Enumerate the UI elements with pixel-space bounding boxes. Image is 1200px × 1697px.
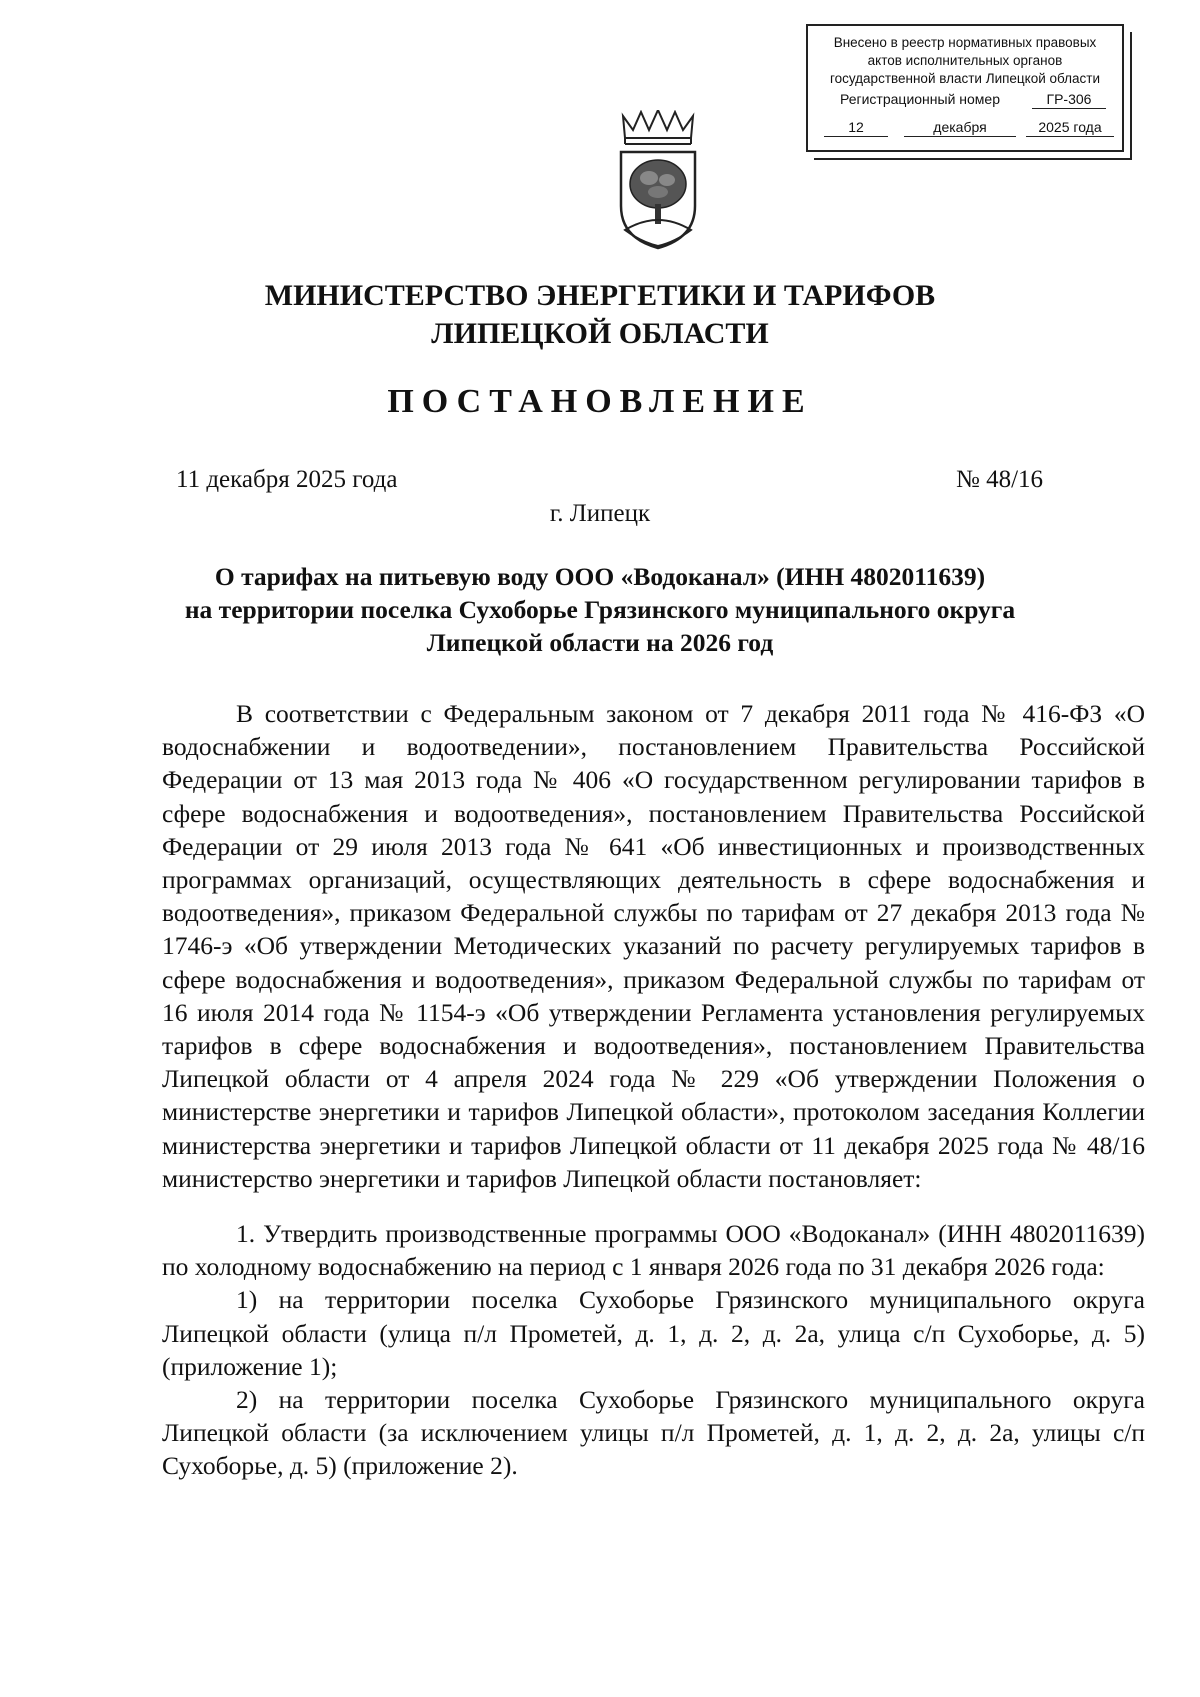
stamp-line-2: актов исполнительных органов [867,53,1063,68]
item-1-2-paragraph: 2) на территории поселка Сухоборье Грязинского муниципального округа Липецкой области (за исключением улицы п/л Прометей, д. 1, д. 2, д. 2а, улицы с/п Сухоборье, д. 5) (приложение 2). [162,1385,1145,1481]
subject-line-2: на территории поселка Сухоборье Грязинского муниципального округа [184,595,1016,624]
preamble-paragraph: В соответствии с Федеральным законом от 7 декабря 2011 года № 416-ФЗ «О водоснабжении и водоотведении», постановлением Правительства Российской Федерации от 13 мая 2013 года № 406 «О государственном регулировании тарифов в сфере водоснабжения и водоотведения», постановлением Правительства Российской Федерации от 29 июля 2013 года № 641 «Об инвестиционных и производственных программах организаций, осуществляющих деятельность в сфере водоснабжения и водоотведения», приказом Федеральной службы по тарифам от 27 декабря 2013 года № 1746-э «Об утверждении Методических указаний по расчету регулируемых тарифов в сфере водоснабжения и водоотведения», приказом Федеральной службы по тарифам от 16 июля 2014 года № 1154-э «Об утверждении Регламента установления регулируемых тарифов в сфере водоснабжения и водоотведения», постановлением Правительства Липецкой области от 4 апреля 2024 года № 229 «Об утверждении Положения о министерстве энергетики и тарифов Липецкой области», протоколом заседания Коллегии министерства энергетики и тарифов Липецкой области от 11 декабря 2025 года № 48/16 министерство энергетики и тарифов Липецкой области постановляет: [162,699,1145,1193]
stamp-month: декабря [904,118,1016,137]
registry-stamp [806,24,1124,152]
stamp-reg-number: ГР-306 [1032,90,1106,109]
item-1-paragraph: 1. Утвердить производственные программы ООО «Водоканал» (ИНН 4802011639) по холодному водоснабжению на период с 1 января 2026 года по 31 декабря 2026 года: [162,1219,1145,1282]
stamp-reg-label: Регистрационный номер [840,91,1000,107]
stamp-line-3: государственной власти Липецкой области [829,71,1101,86]
ministry-line-1: МИНИСТЕРСТВО ЭНЕРГЕТИКИ И ТАРИФОВ [264,279,936,312]
stamp-day: 12 [824,118,888,137]
subject-line-1: О тарифах на питьевую воду ООО «Водоканал» (ИНН 4802011639) [214,562,986,591]
stamp-line-1: Внесено в реестр нормативных правовых [833,35,1097,50]
document-subject [120,560,1080,659]
document-date: 11 декабря 2025 года [176,466,398,493]
document-number: № 48/16 [956,466,1044,493]
subject-line-3: Липецкой области на 2026 год [426,628,774,657]
stamp-year: 2025 года [1026,118,1114,137]
ministry-line-2: ЛИПЕЦКОЙ ОБЛАСТИ [431,317,769,350]
document-type: ПОСТАНОВЛЕНИЕ [387,383,813,420]
document-body [162,697,1145,1483]
ministry-name [0,277,1200,353]
item-1-1-paragraph: 1) на территории поселка Сухоборье Грязинского муниципального округа Липецкой области (улица п/л Прометей, д. 1, д. 2, д. 2а, улица с/п Сухоборье, д. 5) (приложение 1); [162,1285,1145,1381]
document-city: г. Липецк [549,500,651,527]
coat-of-arms-icon [615,110,701,252]
